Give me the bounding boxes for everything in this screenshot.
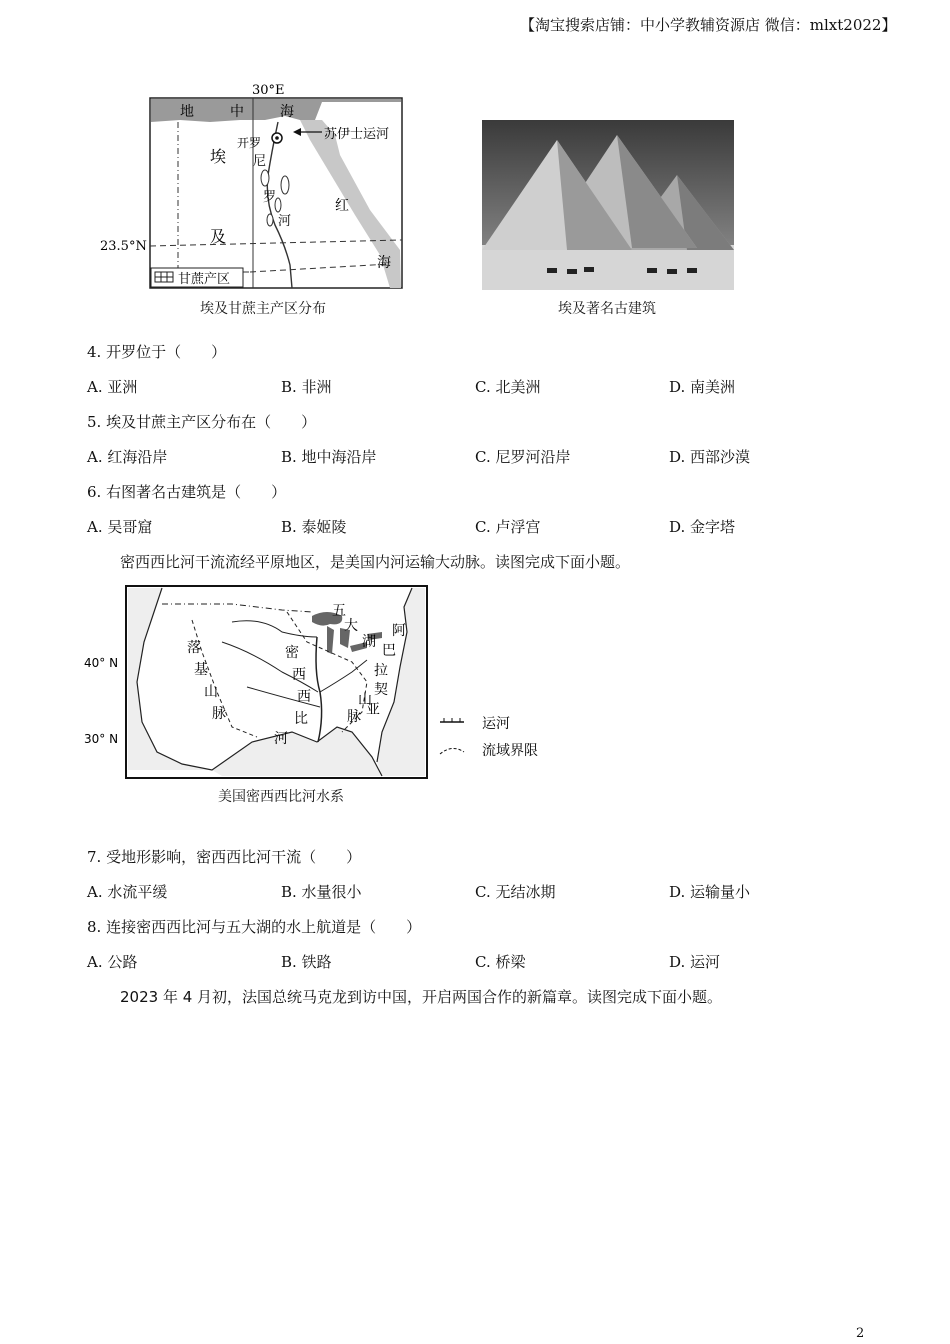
legend-basin: 流域界限 [482, 743, 538, 759]
appalachian-3: 拉 [374, 663, 388, 679]
mississippi-3: 西 [297, 689, 311, 705]
intro-france: 2023 年 4 月初，法国总统马克龙到访中国，开启两国合作的新篇章。读图完成下面小题。 [120, 988, 723, 1006]
appalachian-6: 山 [358, 692, 372, 708]
rockies-1: 落 [187, 640, 201, 656]
q5-option-d: D. 西部沙漠 [669, 448, 751, 466]
q4-option-d: D. 南美洲 [669, 378, 736, 396]
mississippi-1: 密 [285, 645, 299, 661]
egypt-label-1: 埃 [210, 147, 227, 166]
appalachian-5: 亚 [366, 702, 380, 718]
nile-label-2: 罗 [263, 190, 277, 205]
mississippi-5: 河 [274, 731, 288, 747]
med-label-3: 海 [280, 104, 294, 120]
egypt-lat-label: 23.5°N [100, 239, 147, 254]
suez-label: 苏伊士运河 [324, 127, 390, 142]
intro-mississippi: 密西西比河干流流经平原地区，是美国内河运输大动脉。读图完成下面小题。 [120, 553, 631, 571]
nile-label-1: 尼 [253, 154, 267, 169]
appalachian-7: 脉 [347, 709, 361, 725]
mississippi-2: 西 [292, 667, 306, 683]
egypt-map [100, 80, 410, 295]
page-header: 【淘宝搜索店铺：中小学教辅资源店 微信：mlxt2022】 [520, 16, 897, 34]
rockies-2: 基 [194, 662, 208, 678]
question-5: 5. 埃及甘蔗主产区分布在（ ） [87, 413, 317, 431]
question-7: 7. 受地形影响，密西西比河干流（ ） [87, 848, 362, 866]
q5-option-a: A. 红海沿岸 [87, 448, 168, 466]
redsea-label-1: 红 [335, 198, 349, 214]
us-map-caption: 美国密西西比河水系 [218, 789, 344, 805]
greatlakes-3: 湖 [362, 634, 376, 650]
q8-option-d: D. 运河 [669, 953, 721, 971]
greatlakes-1: 五 [332, 603, 346, 619]
egypt-label-2: 及 [210, 227, 227, 246]
appalachian-4: 契 [374, 682, 388, 698]
question-8: 8. 连接密西西比河与五大湖的水上航道是（ ） [87, 918, 422, 936]
q8-option-b: B. 铁路 [281, 953, 332, 971]
q6-option-b: B. 泰姬陵 [281, 518, 347, 536]
q8-option-a: A. 公路 [87, 953, 138, 971]
page-number: 2 [856, 1326, 865, 1341]
q8-option-c: C. 桥梁 [475, 953, 526, 971]
question-4: 4. 开罗位于（ ） [87, 343, 227, 361]
q4-option-c: C. 北美洲 [475, 378, 541, 396]
egypt-map-caption: 埃及甘蔗主产区分布 [200, 301, 326, 317]
q4-option-a: A. 亚洲 [87, 378, 138, 396]
mississippi-4: 比 [294, 711, 308, 727]
rockies-3: 山 [204, 684, 218, 700]
appalachian-1: 阿 [392, 623, 406, 639]
nile-label-3: 河 [278, 214, 292, 229]
greatlakes-2: 大 [344, 618, 358, 634]
lat40-label: 40° N [84, 656, 119, 670]
q6-option-a: A. 吴哥窟 [87, 518, 153, 536]
lat30-label: 30° N [84, 732, 119, 746]
rockies-4: 脉 [212, 706, 226, 722]
redsea-label-2: 海 [377, 255, 391, 271]
appalachian-2: 巴 [382, 643, 396, 659]
question-6: 6. 右图著名古建筑是（ ） [87, 483, 287, 501]
cairo-label: 开罗 [237, 136, 262, 150]
pyramid-photo [482, 120, 734, 290]
q4-option-b: B. 非洲 [281, 378, 332, 396]
med-label-1: 地 [180, 104, 194, 120]
med-label-2: 中 [230, 104, 244, 120]
q7-option-d: D. 运输量小 [669, 883, 751, 901]
q5-option-c: C. 尼罗河沿岸 [475, 448, 571, 466]
q6-option-c: C. 卢浮宫 [475, 518, 541, 536]
q6-option-d: D. 金字塔 [669, 518, 736, 536]
q7-option-b: B. 水量很小 [281, 883, 362, 901]
legend-sugarcane: 甘蔗产区 [178, 272, 231, 287]
pyramid-caption: 埃及著名古建筑 [558, 301, 656, 317]
legend-canal: 运河 [482, 716, 510, 732]
q5-option-b: B. 地中海沿岸 [281, 448, 377, 466]
q7-option-a: A. 水流平缓 [87, 883, 168, 901]
q7-option-c: C. 无结冰期 [475, 883, 556, 901]
us-map [82, 582, 562, 807]
egypt-lon-label: 30°E [252, 83, 285, 98]
